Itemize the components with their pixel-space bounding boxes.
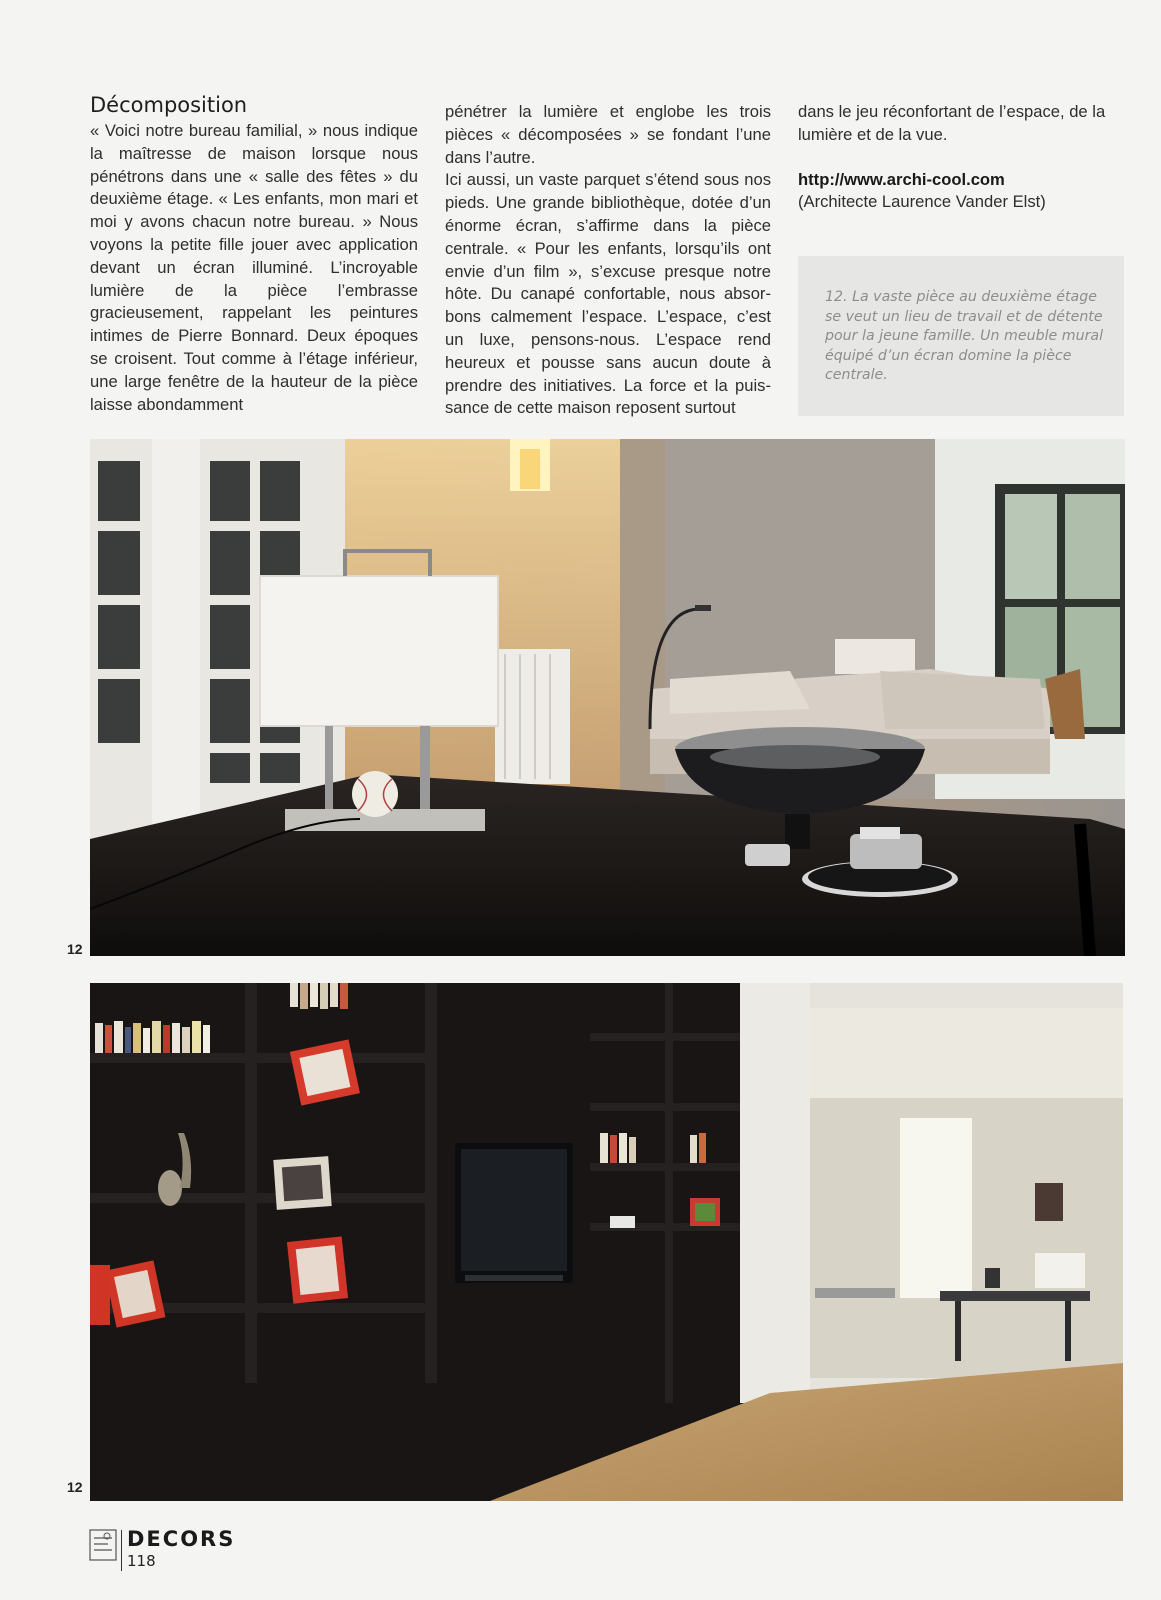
architect-credit: (Architecte Laurence Vander Elst): [798, 192, 1046, 212]
page-number: 118: [127, 1552, 156, 1570]
article-column-3: [798, 101, 1126, 214]
article-heading: Décomposition: [90, 93, 248, 117]
magazine-logo-icon: [88, 1528, 118, 1566]
column-2-paragraph-1: pénétrer la lumière et englobe les trois pièces « décomposées » se fondant l’une dans l’autre.: [445, 102, 771, 167]
footer-divider: [121, 1530, 122, 1571]
article-column-1: [90, 120, 418, 416]
architect-link[interactable]: http://www.archi-cool.com: [798, 169, 1005, 189]
photo-bookcase-room: [90, 983, 1123, 1501]
photo-living-room: [90, 439, 1125, 956]
column-2-paragraph-2: Ici aussi, un vaste parquet s’étend sous nos pieds. Une grande bibliothèque, dotée d’un énorme écran, s’affirme dans la pièce centrale. « Pour les enfants, lorsqu’ils ont envie d’un film », s’excuse presque notre hôte. Du canapé confortable, nous absorbons calmement l’espace. L’espace, c’est un luxe, pensons-nous. L’espace rend heureux et pousse sans aucun doute à prendre des initiatives. La force et la puissance de cette maison reposent surtout: [445, 170, 771, 418]
column-1-text: « Voici notre bureau familial, » nous indique la maîtresse de maison lorsque nous pénétrons dans une « salle des fêtes » du deuxième étage. « Les enfants, mon mari et moi y avons chacun notre bureau. » Nous voyons la petite fille jouer avec application devant un écran illuminé. L’incroyable lumière de la pièce l’embrasse gracieusement, rappelant les peintures intimes de Pierre Bonnard. Deux époques se croisent. Tout comme à l’étage inférieur, une large fenêtre de la hauteur de la pièce laisse abondamment: [90, 121, 418, 414]
figure-number-bottom: 12: [67, 1479, 83, 1495]
figure-number-top: 12: [67, 941, 83, 957]
bookcase-room-illustration: [90, 983, 1123, 1501]
caption-box: [798, 256, 1124, 416]
magazine-name: DECORS: [127, 1527, 236, 1551]
column-3-text: dans le jeu réconfortant de l’espace, de la lumière et de la vue.: [798, 102, 1106, 144]
living-room-illustration: [90, 439, 1125, 956]
article-column-2: [445, 101, 771, 420]
caption-text: 12. La vaste pièce au deuxième étage se veut un lieu de travail et de détente pour la jeune famille. Un meuble mural équipé d’un écran domine la pièce centrale.: [825, 289, 1104, 383]
